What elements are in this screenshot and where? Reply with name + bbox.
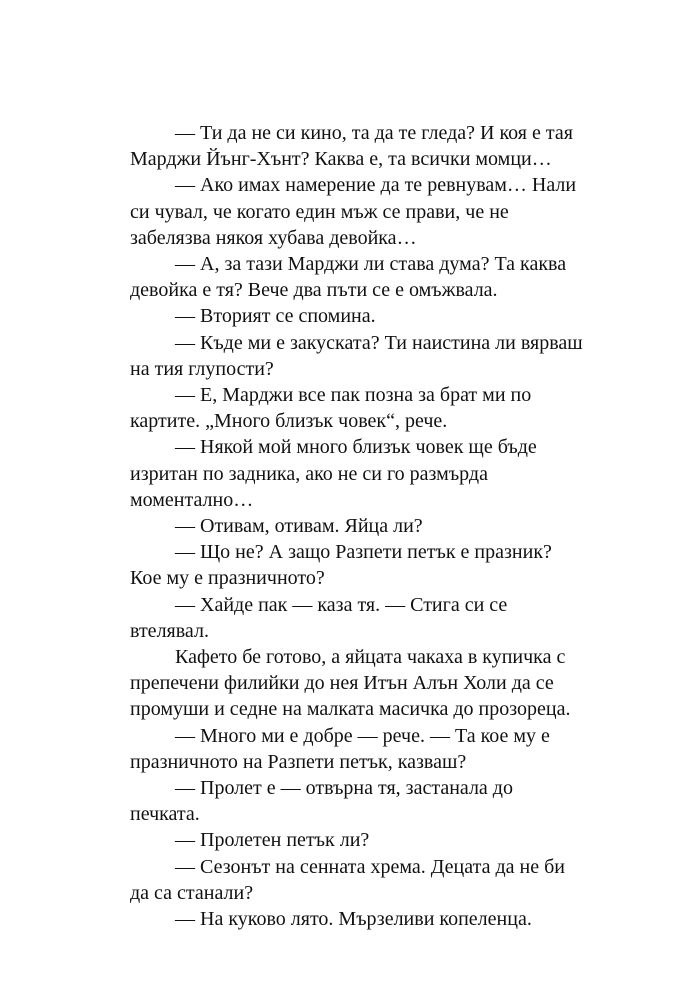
text-line: изритан по задника, ако не си го размърда	[130, 462, 488, 485]
text-line: забелязва някоя хубава девойка…	[130, 226, 417, 249]
text-line: — На куково лято. Мързеливи копеленца.	[175, 908, 532, 931]
text-line: девойка е тя? Вече два пъти се е омъжвала.	[130, 279, 498, 302]
text-line: си чувал, че когато един мъж се прави, че не	[130, 200, 509, 223]
text-line: — Ти да не си кино, та да те гледа? И коя е тая	[175, 122, 573, 144]
text-line: моментално…	[130, 488, 254, 511]
text-line: Кафето бе готово, а яйцата чакаха в купичка с	[175, 646, 566, 669]
text-line: — Много ми е добре — рече. — Та кое му е	[175, 724, 550, 747]
text-line: Марджи Йънг-Хънт? Каква е, та всички момци…	[130, 148, 552, 171]
text-line: — Пролет е — отвърна тя, застанала до	[175, 777, 513, 800]
text-line: — Сезонът на сенната хрема. Децата да не би	[175, 855, 565, 878]
text-line: — Някой мой много близък човек ще бъде	[175, 436, 537, 459]
text-line: Кое му е празничното?	[130, 567, 325, 590]
text-line: промуши и седне на малката масичка до прозореца.	[130, 698, 571, 721]
text-line: на тия глупости?	[130, 357, 274, 380]
text-line: — Пролетен петък ли?	[175, 829, 370, 852]
text-line: — Вторият се спомина.	[175, 305, 376, 328]
text-line: — Хайде пак — каза тя. — Стига си се	[175, 593, 508, 616]
text-line: картите. „Много близък човек“, рече.	[130, 410, 448, 433]
text-line: — А, за тази Марджи ли става дума? Та каква	[175, 253, 567, 276]
text-line: празничното на Разпети петък, казваш?	[130, 750, 467, 773]
text-line: — Отивам, отивам. Яйца ли?	[175, 515, 423, 538]
text-line: — Ако имах намерение да те ревнувам… Нали	[175, 174, 577, 197]
body-text	[130, 120, 583, 932]
text-line: — Е, Марджи все пак позна за брат ми по	[175, 384, 532, 407]
text-line: да са станали?	[130, 881, 254, 904]
text-line: втелявал.	[130, 619, 209, 642]
text-line: — Що не? А защо Разпети петък е празник?	[175, 541, 552, 564]
text-line: препечени филийки до нея Итън Алън Холи да се	[130, 672, 554, 695]
text-line: печката.	[130, 803, 200, 826]
text-line: — Къде ми е закуската? Ти наистина ли вярваш	[175, 331, 583, 354]
